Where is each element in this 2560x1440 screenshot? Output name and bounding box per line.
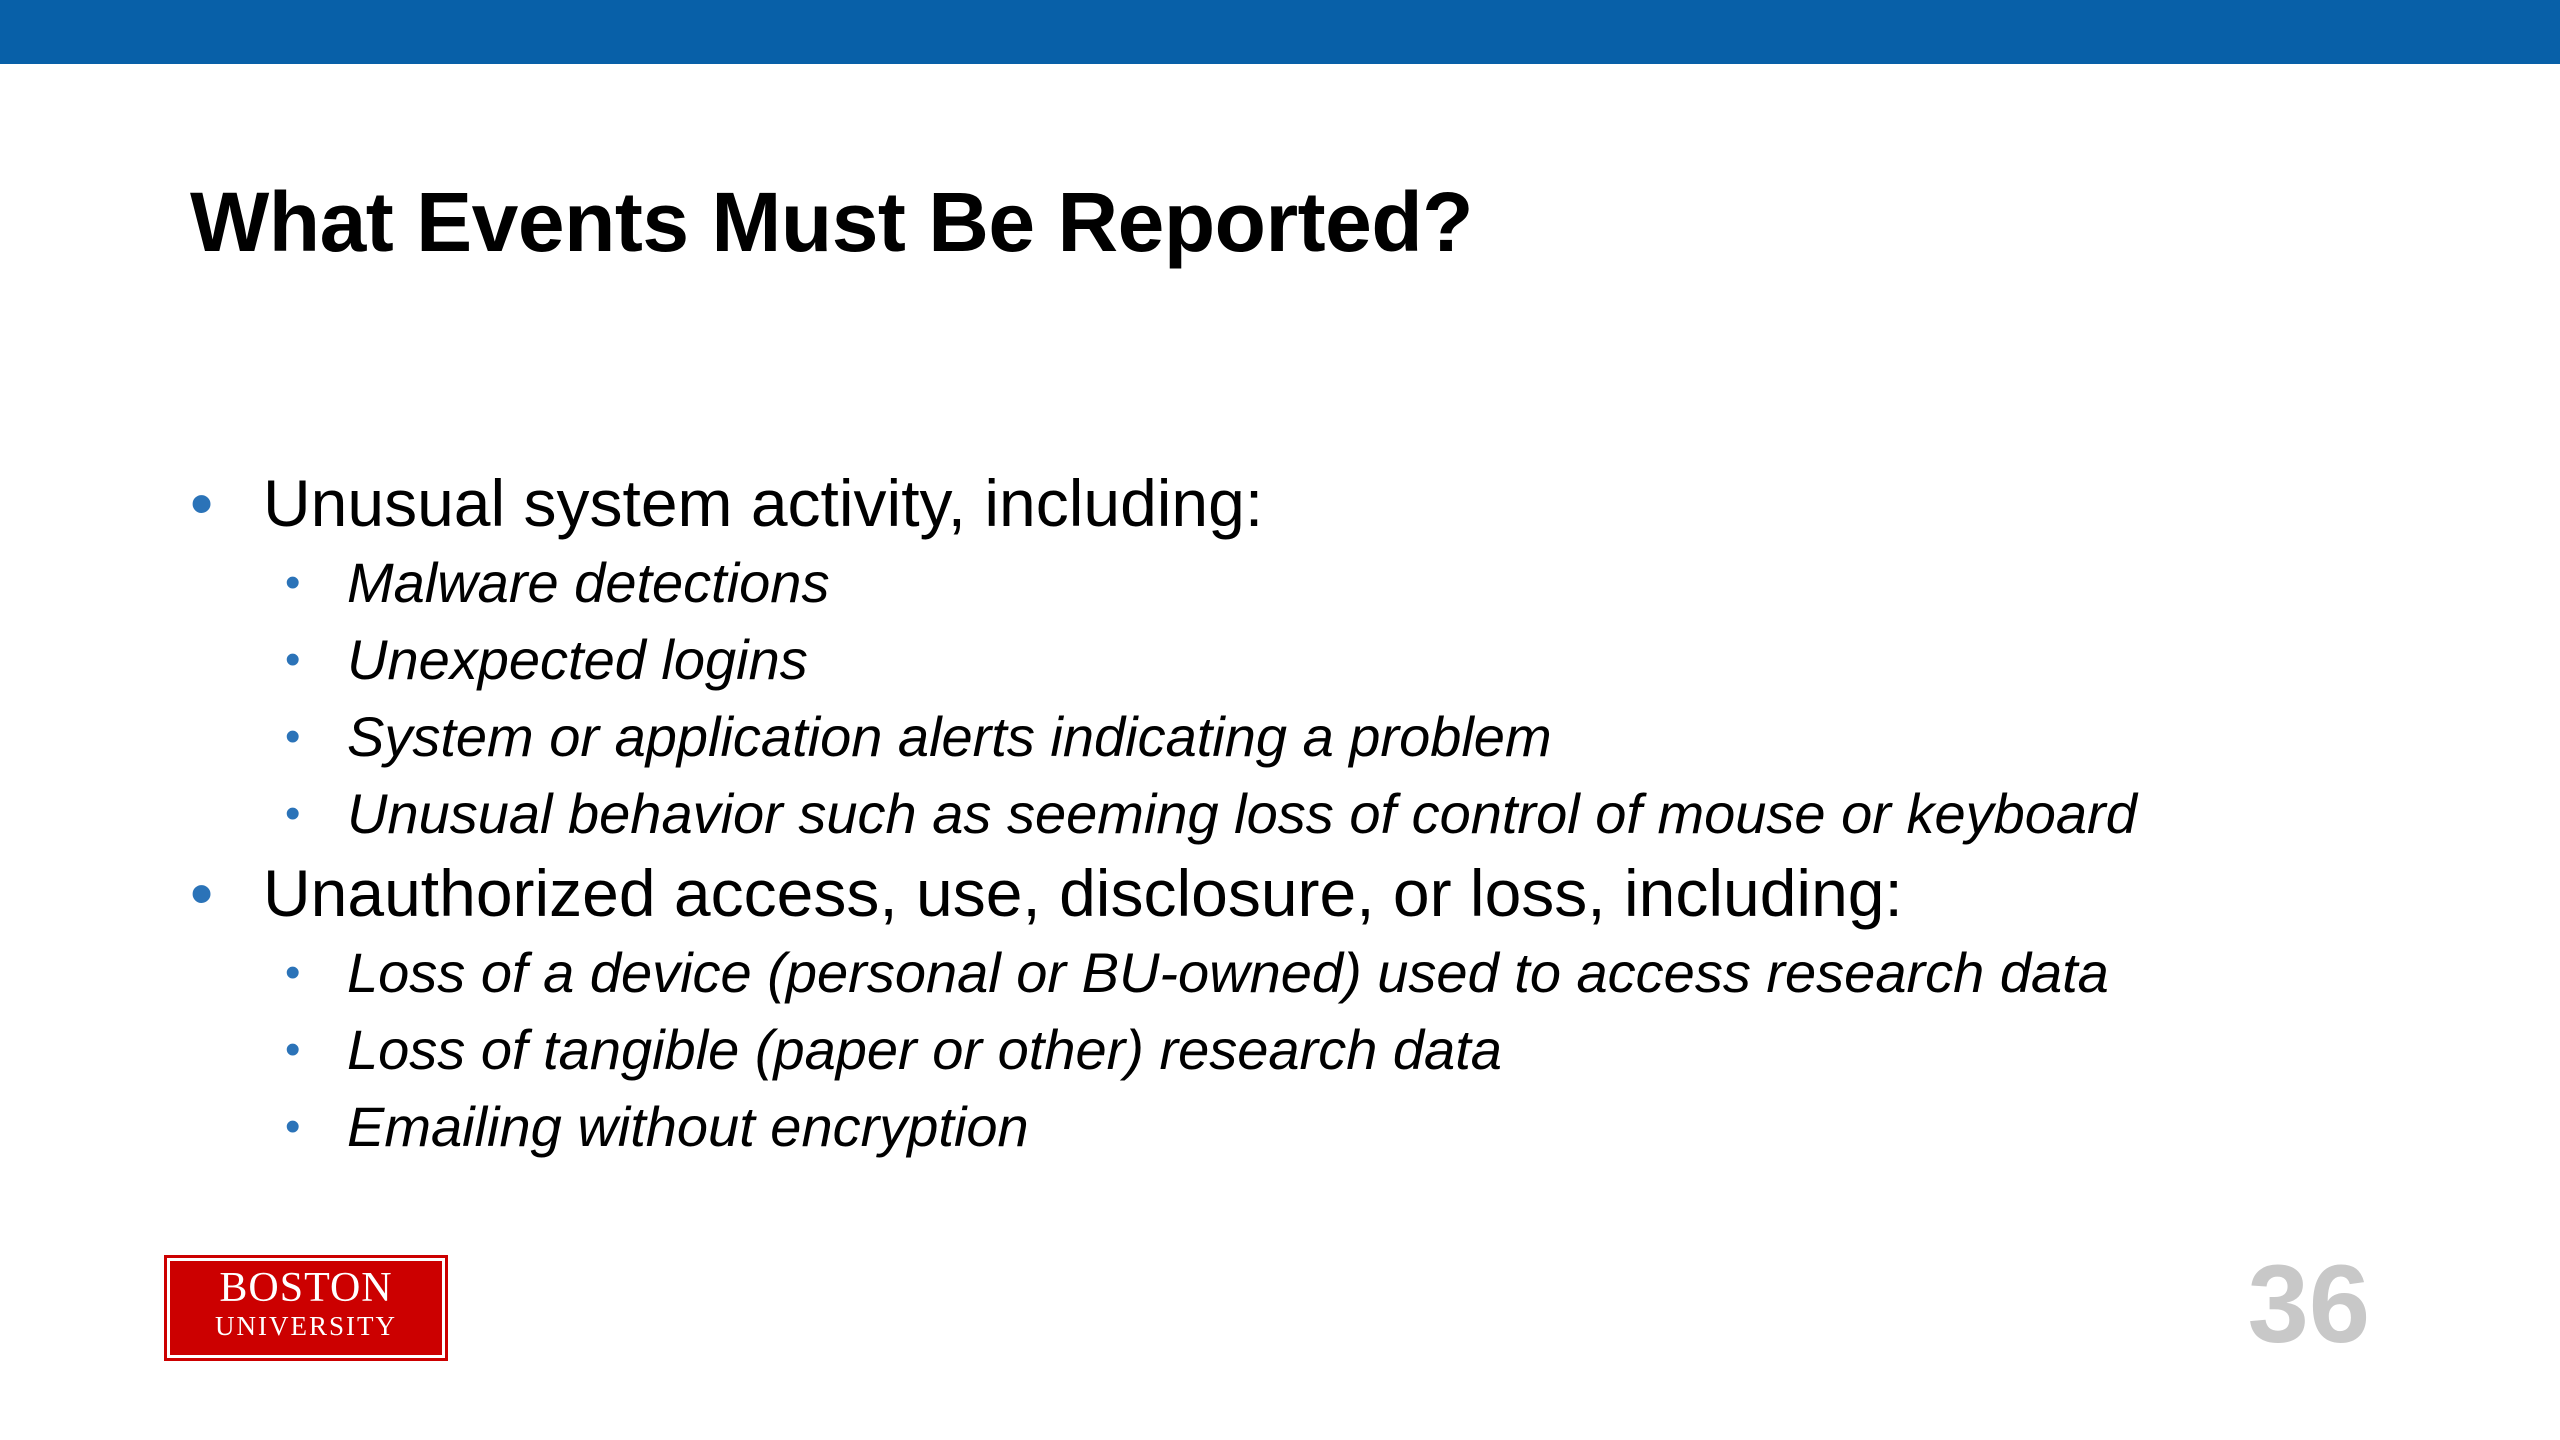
bullet-dot-icon: • <box>285 558 301 607</box>
sub-bullet-item <box>285 934 2137 1011</box>
sub-bullet-list <box>190 544 2137 852</box>
logo-line-2: UNIVERSITY <box>215 1311 397 1341</box>
top-accent-bar <box>0 0 2560 64</box>
bullet-dot-icon: • <box>285 1102 301 1151</box>
bullet-text: Unauthorized access, use, disclosure, or loss, including: <box>263 856 1903 930</box>
sub-bullet-list <box>190 934 2137 1165</box>
bullet-dot-icon: • <box>285 1025 301 1074</box>
sub-bullet-item <box>285 621 2137 698</box>
bullet-dot-icon: • <box>285 948 301 997</box>
sub-bullet-text: Loss of tangible (paper or other) research data <box>347 1018 1502 1081</box>
sub-bullet-item <box>285 698 2137 775</box>
sub-bullet-item <box>285 1011 2137 1088</box>
boston-university-logo <box>170 1261 442 1355</box>
bullet-dot-icon: • <box>285 712 301 761</box>
bullet-dot-icon: • <box>285 635 301 684</box>
bullet-dot-icon: • <box>285 789 301 838</box>
sub-bullet-item <box>285 775 2137 852</box>
sub-bullet-text: Malware detections <box>347 551 830 614</box>
sub-bullet-text: Unexpected logins <box>347 628 808 691</box>
sub-bullet-item <box>285 1088 2137 1165</box>
sub-bullet-text: Emailing without encryption <box>347 1095 1029 1158</box>
bullet-text: Unusual system activity, including: <box>263 466 1264 540</box>
logo-line-1: BOSTON <box>219 1265 393 1311</box>
sub-bullet-group <box>190 934 2137 1165</box>
sub-bullet-group <box>190 544 2137 852</box>
bullet-item <box>190 462 2137 544</box>
bullet-dot-icon: • <box>190 856 214 930</box>
page-number: 36 <box>2247 1243 2370 1366</box>
sub-bullet-text: Loss of a device (personal or BU-owned) used to access research data <box>347 941 2109 1004</box>
bullet-item <box>190 852 2137 934</box>
bullet-dot-icon: • <box>190 466 214 540</box>
slide-title: What Events Must Be Reported? <box>190 175 1473 269</box>
sub-bullet-item <box>285 544 2137 621</box>
bullet-list <box>190 462 2137 1165</box>
sub-bullet-text: System or application alerts indicating a problem <box>347 705 1552 768</box>
sub-bullet-text: Unusual behavior such as seeming loss of control of mouse or keyboard <box>347 782 2137 845</box>
